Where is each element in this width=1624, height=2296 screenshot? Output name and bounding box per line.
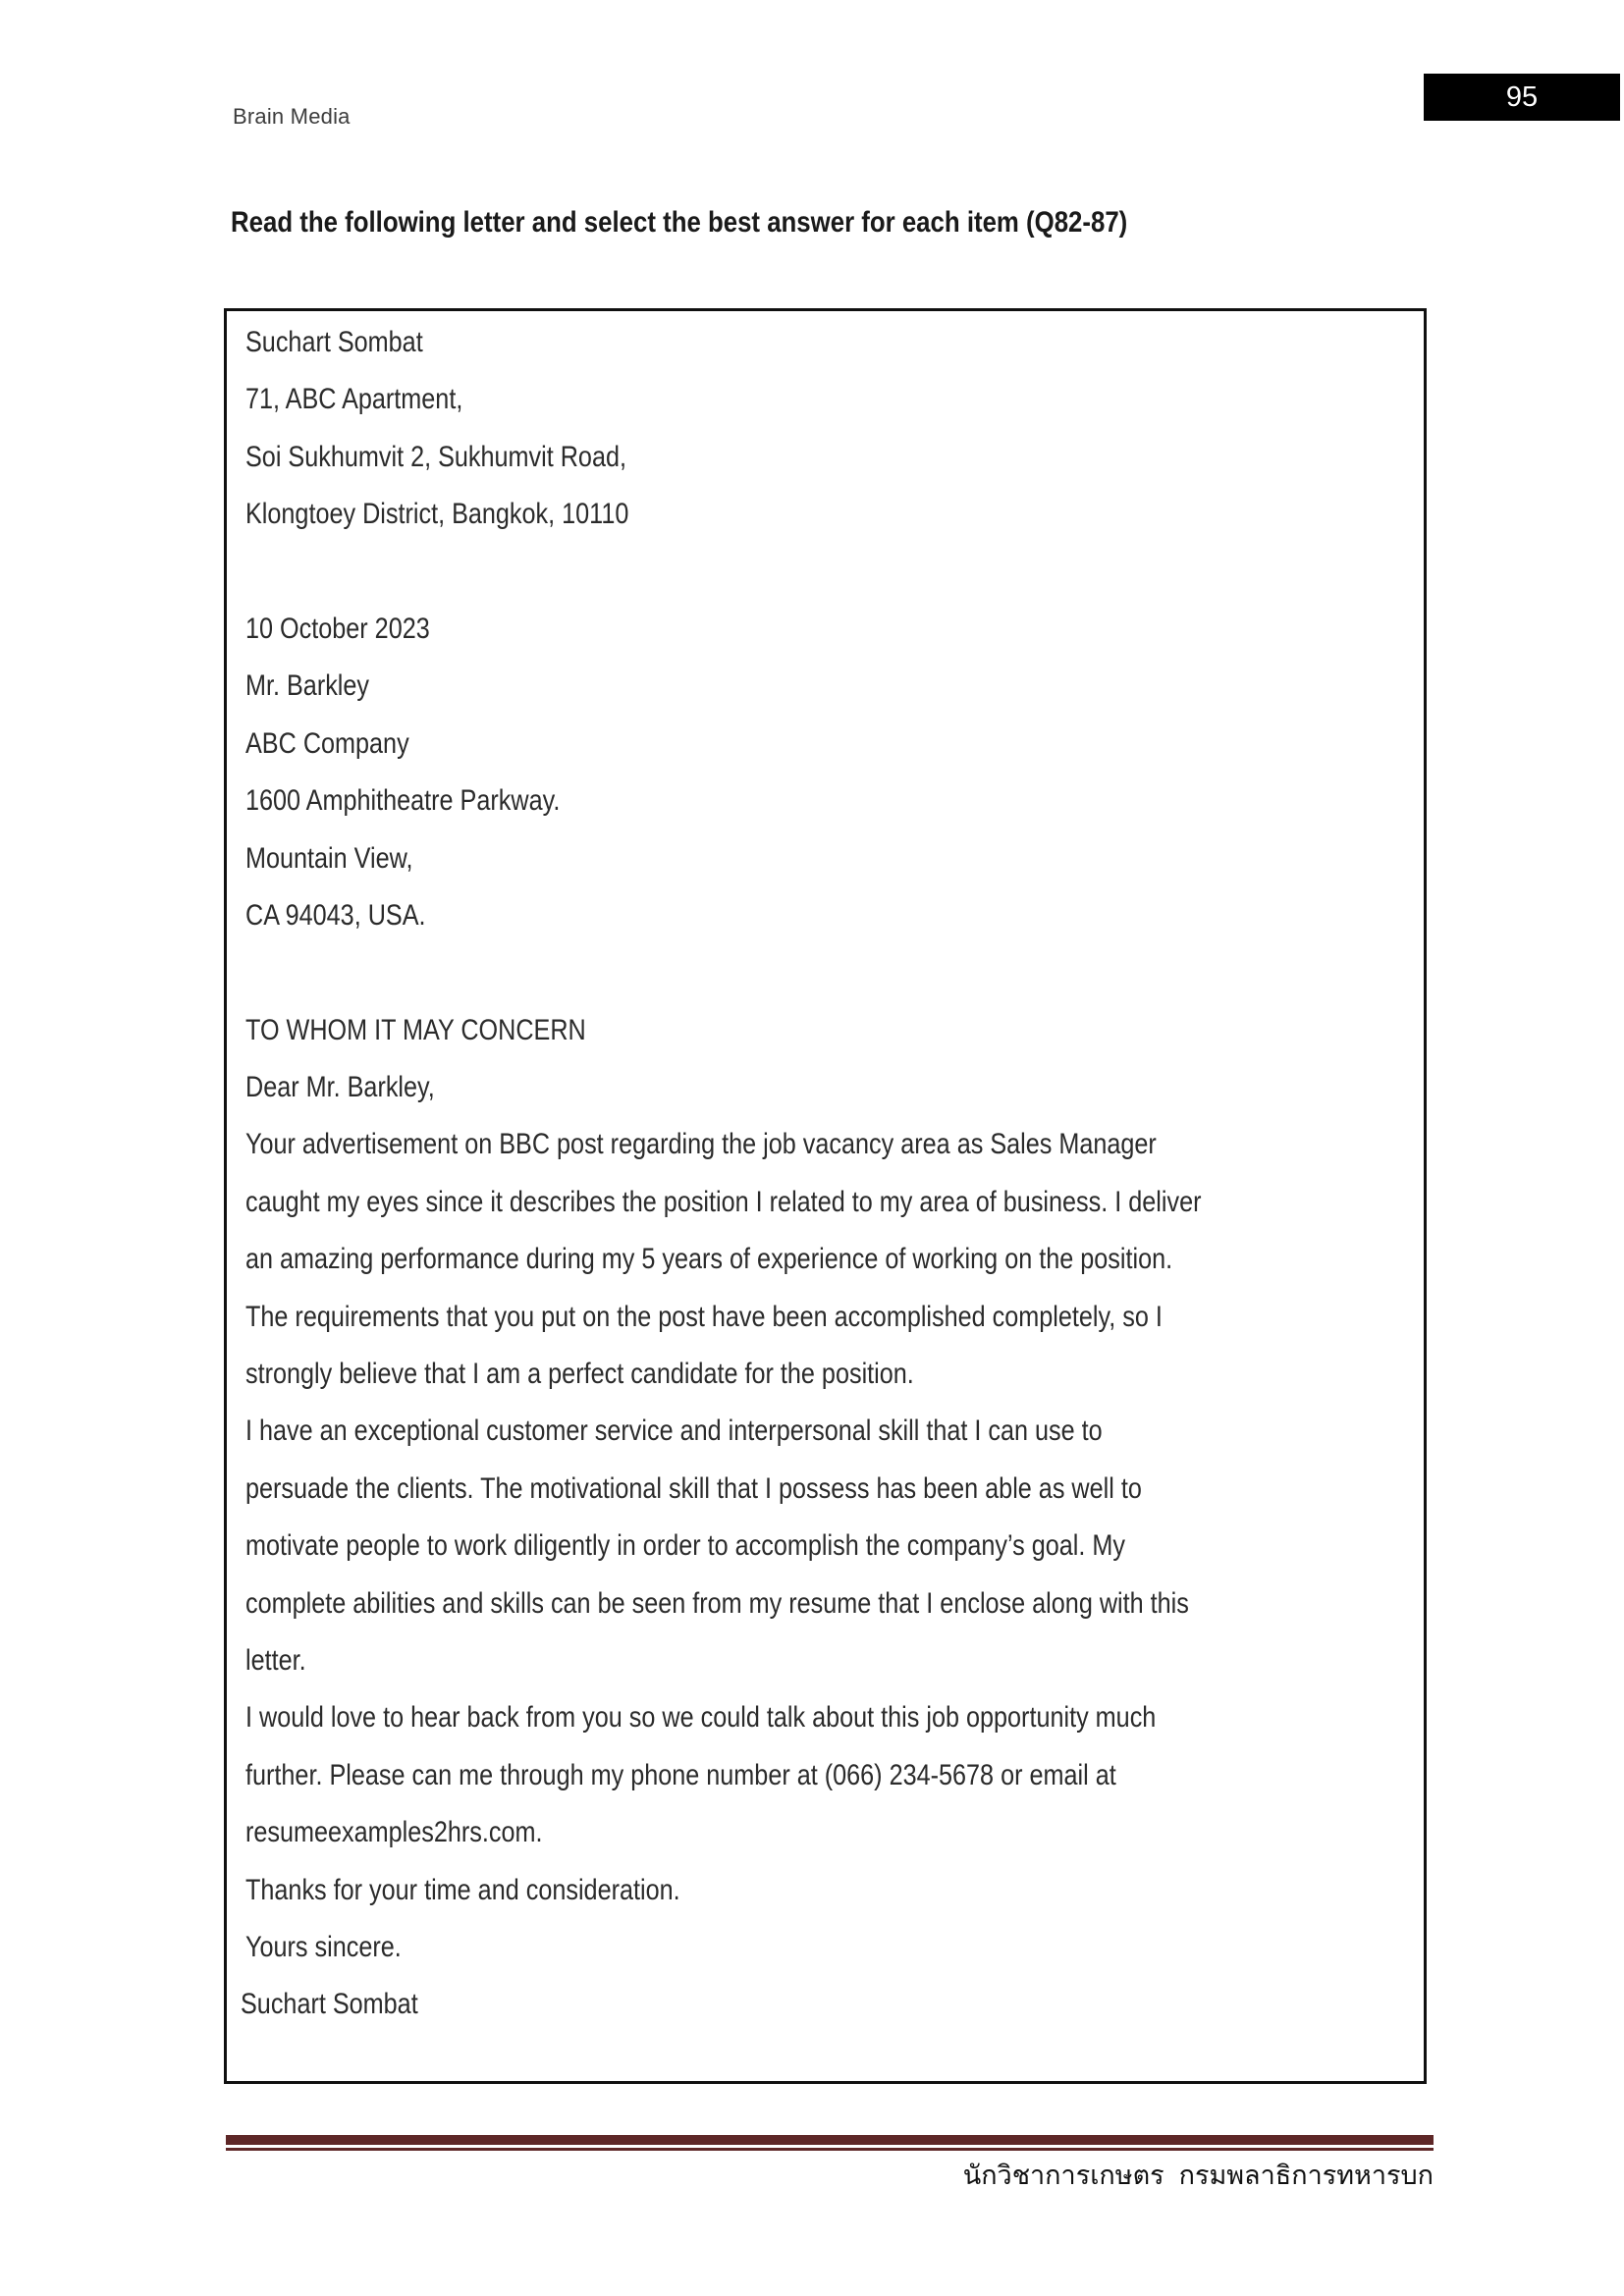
letter-line: Suchart Sombat <box>241 1988 418 2021</box>
letter-line: Yours sincere. <box>245 1930 402 1963</box>
letter-line: motivate people to work diligently in order to accomplish the company’s goal. My <box>245 1529 1125 1563</box>
letter-line: I would love to hear back from you so we could talk about this job opportunity much <box>245 1701 1157 1735</box>
letter-line: The requirements that you put on the post have been accomplished completely, so I <box>245 1300 1163 1333</box>
letter-line: persuade the clients. The motivational skill that I possess has been able as well to <box>245 1471 1142 1505</box>
letter-box <box>224 308 1427 2084</box>
letter-line: strongly believe that I am a perfect candidate for the position. <box>245 1358 914 1391</box>
letter-line: Your advertisement on BBC post regarding the job vacancy area as Sales Manager <box>245 1128 1157 1161</box>
letter-line: TO WHOM IT MAY CONCERN <box>245 1013 586 1046</box>
letter-line: Klongtoey District, Bangkok, 10110 <box>245 498 629 531</box>
page-number-badge <box>1424 74 1620 121</box>
letter-line: Suchart Sombat <box>245 326 423 358</box>
letter-line: CA 94043, USA. <box>245 898 426 932</box>
letter-line: resumeexamples2hrs.com. <box>245 1816 543 1849</box>
letter-line: caught my eyes since it describes the position I related to my area of business. I deliver <box>245 1185 1202 1218</box>
letter-line: 10 October 2023 <box>245 612 430 645</box>
letter-line: complete abilities and skills can be seen from my resume that I enclose along with this <box>245 1586 1189 1620</box>
brand-label: Brain Media <box>233 104 351 129</box>
footer-divider-thin-bar <box>226 2148 1434 2151</box>
letter-line: 71, ABC Apartment, <box>245 383 463 416</box>
letter-line: Mountain View, <box>245 841 413 875</box>
letter-line: I have an exceptional customer service and interpersonal skill that I can use to <box>245 1415 1103 1448</box>
letter-line <box>245 544 1220 601</box>
letter-line <box>245 944 1220 1001</box>
letter-line: Dear Mr. Barkley, <box>245 1071 435 1104</box>
letter-line: Thanks for your time and consideration. <box>245 1873 680 1906</box>
letter-line: 1600 Amphitheatre Parkway. <box>245 784 561 818</box>
footer-divider <box>226 2135 1434 2151</box>
footer-divider-thick-bar <box>226 2135 1434 2145</box>
letter-line: an amazing performance during my 5 years of experience of working on the position. <box>245 1243 1173 1276</box>
letter-line: letter. <box>245 1643 306 1677</box>
letter-line: further. Please can me through my phone number at (066) 234-5678 or email at <box>245 1758 1116 1791</box>
letter-line: Mr. Barkley <box>245 669 370 703</box>
letter-body <box>241 314 1406 2034</box>
footer-credit-text: นักวิชาการเกษตร กรมพลาธิการทหารบก <box>962 2161 1434 2190</box>
letter-line: ABC Company <box>245 726 409 760</box>
instruction-heading: Read the following letter and select the best answer for each item (Q82-87) <box>231 206 1128 239</box>
letter-line: Soi Sukhumvit 2, Sukhumvit Road, <box>245 440 626 473</box>
page-number: 95 <box>1505 80 1539 113</box>
